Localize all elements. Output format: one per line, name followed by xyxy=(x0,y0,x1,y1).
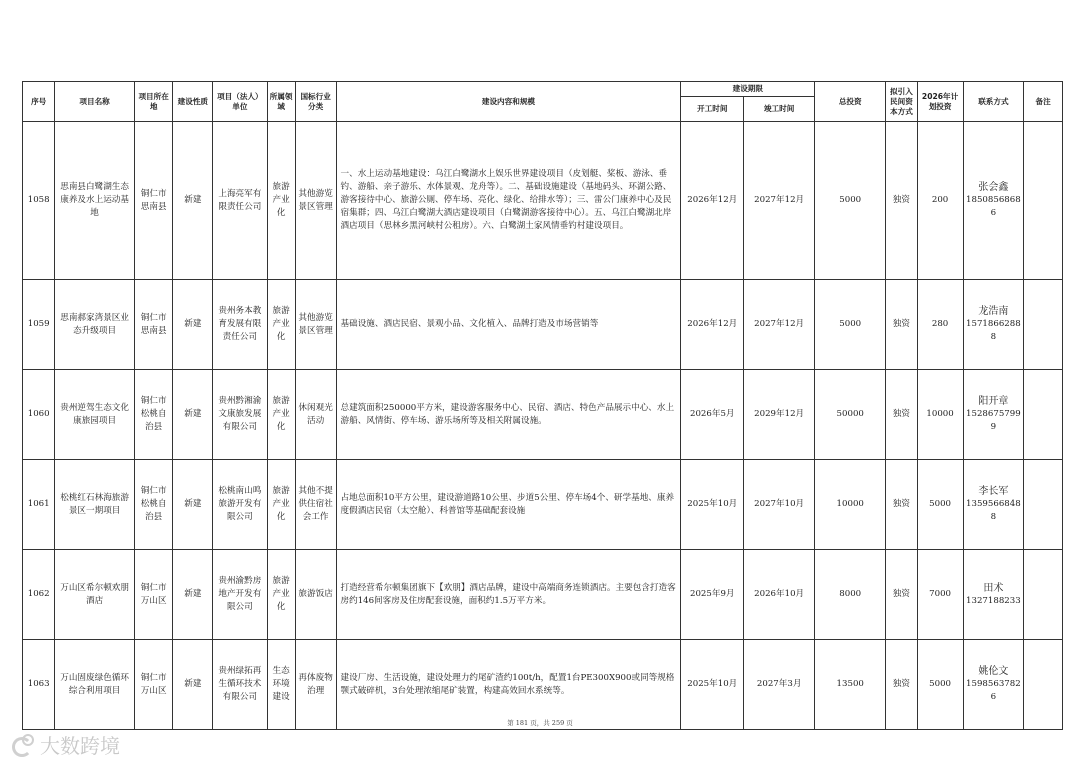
cell-contact xyxy=(963,460,1024,550)
cell-unit: 贵州渝黔房地产开发有限公司 xyxy=(213,550,267,640)
cell-total: 5000 xyxy=(815,122,886,280)
cell-domain: 旅游产业化 xyxy=(267,460,295,550)
cell-method: 独资 xyxy=(886,640,917,730)
cell-content: 建设厂房、生活设施，建设处理力约尾矿渣约100t/h，配置1台PE300X900或同等规格颚式破碎机，3台处理浓缩尾矿装置，构建高效回水系统等。 xyxy=(336,640,681,730)
header-note: 备注 xyxy=(1024,82,1063,122)
table-row xyxy=(23,550,1063,640)
header-plan2026: 2026年计划投资 xyxy=(917,82,963,122)
cell-contact xyxy=(963,550,1024,640)
cell-seq: 1063 xyxy=(23,640,55,730)
contact-phone: 15718662888 xyxy=(966,319,1021,342)
cell-seq: 1060 xyxy=(23,370,55,460)
cell-end: 2027年3月 xyxy=(744,640,815,730)
contact-phone: 13595668488 xyxy=(966,499,1021,522)
cell-end: 2027年10月 xyxy=(744,460,815,550)
cell-method: 独资 xyxy=(886,280,917,370)
cell-seq: 1062 xyxy=(23,550,55,640)
cell-nature: 新建 xyxy=(173,550,213,640)
cell-content: 基础设施、酒店民宿、景观小品、文化植入、品牌打造及市场营销等 xyxy=(336,280,681,370)
cell-method: 独资 xyxy=(886,370,917,460)
cell-industry: 旅游饭店 xyxy=(295,550,336,640)
cell-method: 独资 xyxy=(886,122,917,280)
cell-note xyxy=(1024,640,1063,730)
cell-industry: 其他不提供住宿社会工作 xyxy=(295,460,336,550)
cell-content: 占地总面积10平方公里，建设游道路10公里、步道5公里、停车场4个、研学基地、康养度假酒店民宿（太空舱）、科普馆等基础配套设施 xyxy=(336,460,681,550)
header-method: 拟引入民间资本方式 xyxy=(886,82,917,122)
cell-unit: 贵州务本教育发展有限责任公司 xyxy=(213,280,267,370)
cell-method: 独资 xyxy=(886,550,917,640)
watermark-text: 大数跨境 xyxy=(40,734,120,758)
cell-plan2026: 200 xyxy=(917,122,963,280)
cell-domain: 旅游产业化 xyxy=(267,550,295,640)
cell-nature: 新建 xyxy=(173,370,213,460)
project-table xyxy=(22,81,1063,730)
cell-start: 2026年12月 xyxy=(681,280,744,370)
cell-total: 10000 xyxy=(815,460,886,550)
header-nature: 建设性质 xyxy=(173,82,213,122)
cell-total: 8000 xyxy=(815,550,886,640)
cell-location: 铜仁市松桃自治县 xyxy=(134,460,173,550)
cell-industry: 休闲观光活动 xyxy=(295,370,336,460)
cell-nature: 新建 xyxy=(173,640,213,730)
cell-unit: 上海亮军有限责任公司 xyxy=(213,122,267,280)
contact-phone: 15286757999 xyxy=(966,409,1021,432)
contact-name: 李长军 xyxy=(978,486,1009,497)
header-domain: 所属领域 xyxy=(267,82,295,122)
header-total: 总投资 xyxy=(815,82,886,122)
cell-end: 2026年10月 xyxy=(744,550,815,640)
table-row xyxy=(23,640,1063,730)
header-row xyxy=(23,82,1063,97)
cell-location: 铜仁市思南县 xyxy=(134,280,173,370)
cell-end: 2027年12月 xyxy=(744,122,815,280)
cell-industry: 再体废物治理 xyxy=(295,640,336,730)
cell-content: 总建筑面积250000平方米，建设游客服务中心、民宿、酒店、特色产品展示中心、水上游船、风情街、停车场、游乐场所等及相关附属设施。 xyxy=(336,370,681,460)
header-unit: 项目（法人）单位 xyxy=(213,82,267,122)
cell-unit: 贵州绿拓再生循环技术有限公司 xyxy=(213,640,267,730)
cell-plan2026: 10000 xyxy=(917,370,963,460)
cell-plan2026: 7000 xyxy=(917,550,963,640)
cell-nature: 新建 xyxy=(173,280,213,370)
cell-name: 思南县白鹭湖生态康养及水上运动基地 xyxy=(55,122,134,280)
cell-total: 13500 xyxy=(815,640,886,730)
cell-total: 50000 xyxy=(815,370,886,460)
header-end: 竣工时间 xyxy=(744,97,815,122)
cell-domain: 旅游产业化 xyxy=(267,280,295,370)
cell-unit: 松桃南山鸣旅游开发有限公司 xyxy=(213,460,267,550)
header-location: 项目所在地 xyxy=(134,82,173,122)
cell-contact xyxy=(963,280,1024,370)
cell-note xyxy=(1024,460,1063,550)
cell-location: 铜仁市万山区 xyxy=(134,640,173,730)
cell-note xyxy=(1024,122,1063,280)
table-row xyxy=(23,280,1063,370)
header-content: 建设内容和规模 xyxy=(336,82,681,122)
cell-contact xyxy=(963,640,1024,730)
header-period: 建设期限 xyxy=(681,82,815,97)
page-footer: 第 181 页，共 259 页 xyxy=(507,719,573,727)
cell-start: 2026年5月 xyxy=(681,370,744,460)
cell-domain: 生态环境建设 xyxy=(267,640,295,730)
header-contact: 联系方式 xyxy=(963,82,1024,122)
cell-name: 万山区希尔顿欢朋酒店 xyxy=(55,550,134,640)
contact-phone: 1327188233 xyxy=(966,595,1021,606)
cell-plan2026: 5000 xyxy=(917,640,963,730)
cell-contact xyxy=(963,122,1024,280)
cell-end: 2029年12月 xyxy=(744,370,815,460)
cell-contact xyxy=(963,370,1024,460)
cell-start: 2025年10月 xyxy=(681,640,744,730)
header-start: 开工时间 xyxy=(681,97,744,122)
cell-method: 独资 xyxy=(886,460,917,550)
contact-name: 姚伦文 xyxy=(978,666,1009,677)
watermark xyxy=(10,730,120,759)
contact-phone: 15985637826 xyxy=(966,679,1021,702)
cell-start: 2026年12月 xyxy=(681,122,744,280)
cell-name: 万山固废绿色循环综合利用项目 xyxy=(55,640,134,730)
header-seq: 序号 xyxy=(23,82,55,122)
table-row xyxy=(23,370,1063,460)
cell-location: 铜仁市思南县 xyxy=(134,122,173,280)
contact-name: 龙浩南 xyxy=(978,306,1009,317)
cell-total: 5000 xyxy=(815,280,886,370)
header-industry: 国标行业分类 xyxy=(295,82,336,122)
contact-name: 阳开章 xyxy=(978,396,1009,407)
cell-industry: 其他游览景区管理 xyxy=(295,122,336,280)
cell-domain: 旅游产业化 xyxy=(267,122,295,280)
table-row xyxy=(23,460,1063,550)
cell-content: 一、水上运动基地建设：乌江白鹭湖水上娱乐世界建设项目（皮划艇、桨板、游泳、垂钓、游船、亲子游乐、水体景观、龙舟等）。二、基础设施建设（基地码头、环湖公路、游客接待中心、旅游公厕、停车场、亮化、绿化、给排水等）；三、雷公门康养中心及民宿集群；四、乌江白鹭湖大酒店建设项目（白鹭湖游客接待中心）。五、乌江白鹭湖北岸酒店项目（思林乡黑河峡村公租房）。六、白鹭湖土家风情垂钓村建设项目。 xyxy=(336,122,681,280)
cell-note xyxy=(1024,280,1063,370)
cell-start: 2025年9月 xyxy=(681,550,744,640)
cell-industry: 其他游览景区管理 xyxy=(295,280,336,370)
table-row xyxy=(23,122,1063,280)
contact-name: 张会鑫 xyxy=(978,182,1009,193)
cell-plan2026: 5000 xyxy=(917,460,963,550)
cell-location: 铜仁市松桃自治县 xyxy=(134,370,173,460)
cell-seq: 1059 xyxy=(23,280,55,370)
cell-seq: 1061 xyxy=(23,460,55,550)
cell-seq: 1058 xyxy=(23,122,55,280)
cell-name: 思南郝家湾景区业态升级项目 xyxy=(55,280,134,370)
cell-name: 贵州逆驾生态文化康旅园项目 xyxy=(55,370,134,460)
brand-logo-icon xyxy=(10,734,36,756)
cell-name: 松桃红石林海旅游景区一期项目 xyxy=(55,460,134,550)
header-name: 项目名称 xyxy=(55,82,134,122)
cell-domain: 旅游产业化 xyxy=(267,370,295,460)
cell-location: 铜仁市万山区 xyxy=(134,550,173,640)
cell-nature: 新建 xyxy=(173,122,213,280)
cell-note xyxy=(1024,370,1063,460)
cell-content: 打造经营希尔顿集团旗下【欢朋】酒店品牌，建设中高端商务连锁酒店。主要包含打造客房约146间客房及住房配套设施，面积约1.5万平方米。 xyxy=(336,550,681,640)
cell-unit: 贵州黔湘渝文康旅发展有限公司 xyxy=(213,370,267,460)
contact-name: 田术 xyxy=(983,582,1004,594)
cell-start: 2025年10月 xyxy=(681,460,744,550)
cell-note xyxy=(1024,550,1063,640)
cell-nature: 新建 xyxy=(173,460,213,550)
cell-end: 2027年12月 xyxy=(744,280,815,370)
cell-plan2026: 280 xyxy=(917,280,963,370)
contact-phone: 18508568686 xyxy=(966,195,1021,218)
